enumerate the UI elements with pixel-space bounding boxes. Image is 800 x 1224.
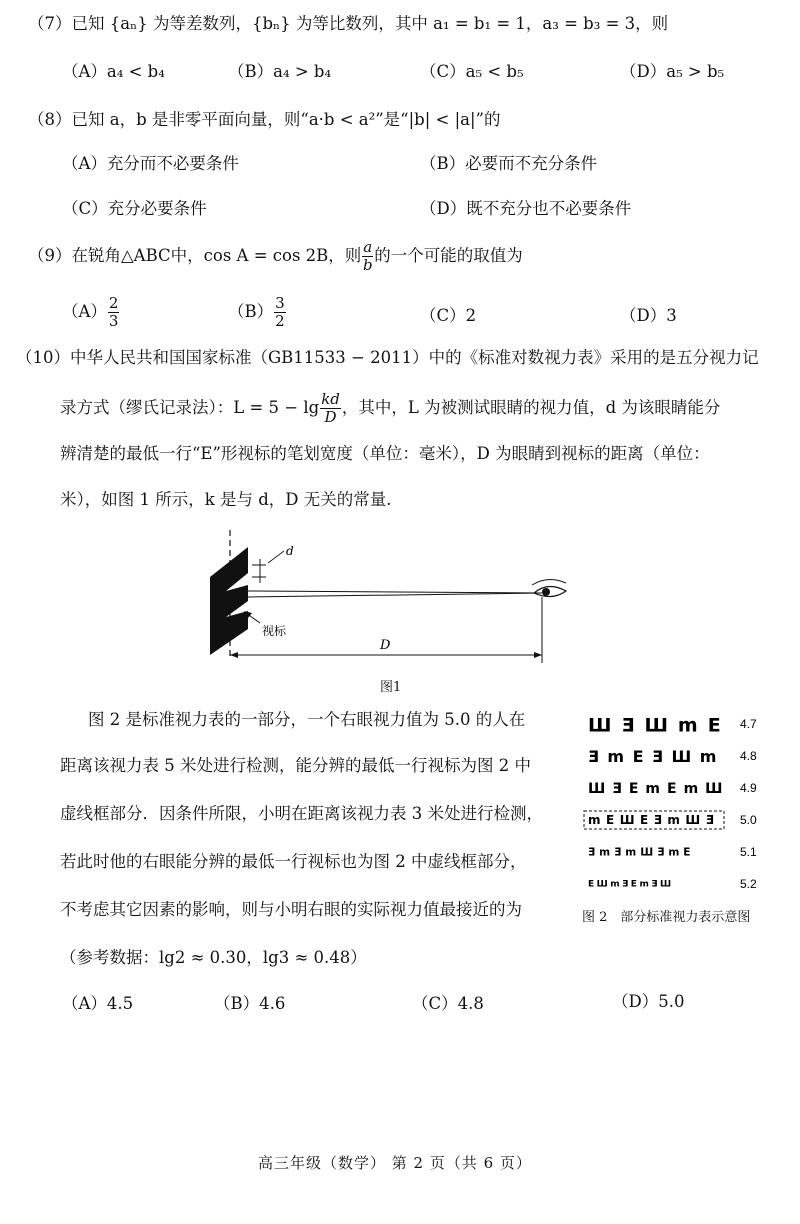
q9-fraction (362, 240, 373, 273)
fig1-d-leader (268, 551, 284, 563)
q10-para2-line1: 图 2 是标准视力表的一部分，一个右眼视力值为 5.0 的人在 (88, 710, 526, 729)
fig2-row-glyphs: ƎmEƎШm (588, 747, 725, 766)
fig2-row-label: 4.8 (740, 749, 757, 763)
figure-1 (190, 525, 590, 675)
q10-formula-den: D (324, 408, 337, 426)
q9-option-b-num: 3 (275, 294, 285, 312)
q7-option-c: （C）a₅ < b₅ (420, 62, 524, 81)
page-footer: 高三年级（数学） 第 2 页（共 6 页） (258, 1154, 532, 1172)
q9-option-a-label: （A） (62, 302, 107, 321)
q8-option-c: （C）充分必要条件 (62, 199, 207, 218)
fig1-distance-arrow-right (534, 652, 542, 658)
fig1-sight-line-top (248, 591, 542, 593)
q10-option-b: （B）4.6 (214, 994, 286, 1013)
q10-para2-line3: 虚线框部分．因条件所限，小明在距离该视力表 3 米处进行检测， (60, 804, 543, 823)
fig2-row-label: 5.0 (740, 813, 757, 827)
fig2-row-label: 5.2 (740, 877, 757, 891)
q10-para2-line5: 不考虑其它因素的影响，则与小明右眼的实际视力值最接近的为 (60, 900, 522, 919)
q10-formula-fraction (320, 392, 341, 425)
q10-line4: 米），如图 1 所示，k 是与 d，D 无关的常量. (60, 490, 392, 509)
fig1-label-marker: 视标 (262, 624, 287, 638)
q9-option-b-fraction (274, 296, 286, 329)
q10-option-c: （C）4.8 (412, 994, 484, 1013)
fig2-caption: 图 2 部分标准视力表示意图 (582, 910, 751, 925)
fig2-row-label: 4.9 (740, 781, 757, 795)
fig1-label-d: d (286, 544, 294, 558)
q8-option-d: （D）既不充分也不必要条件 (420, 199, 632, 218)
q8-option-b: （B）必要而不充分条件 (420, 154, 598, 173)
q9-option-a-fraction (108, 296, 120, 329)
fig2-row-glyphs: ƎmƎmШƎmE (588, 846, 695, 859)
q9-option-d: （D）3 (620, 306, 677, 325)
q9-frac-num: a (363, 238, 373, 256)
q10-option-d: （D）5.0 (612, 992, 685, 1011)
fig1-distance-arrow-left (230, 652, 238, 658)
fig2-row-glyphs: ШƎEmEmШ (588, 781, 730, 797)
fig2-row-label: 5.1 (740, 845, 757, 859)
q8-option-a: （A）充分而不必要条件 (62, 154, 239, 173)
q9-option-b-label: （B） (228, 302, 274, 321)
q9-option-c: （C）2 (420, 306, 477, 325)
q10-line2-post: ，其中，L 为被测试眼睛的视力值，d 为该眼睛能分 (341, 398, 721, 417)
q9-option-b-den: 2 (275, 312, 285, 330)
fig1-sight-line-bottom (248, 593, 542, 597)
q9-option-a-num: 2 (108, 294, 119, 312)
fig2-row-label: 4.7 (740, 717, 757, 731)
q7-option-d: （D）a₅ > b₅ (620, 62, 725, 81)
q10-para2-line2: 距离该视力表 5 米处进行检测，能分辨的最低一行视标为图 2 中 (60, 756, 531, 775)
q9-frac-den: b (362, 256, 373, 274)
q9-option-b (228, 296, 287, 329)
fig1-e-chart (210, 547, 248, 655)
q9-stem-post: 的一个可能的取值为 (374, 246, 523, 265)
figure-2 (582, 708, 772, 908)
q7-option-b: （B）a₄ > b₄ (228, 62, 332, 81)
q10-line2-pre: 录方式（缪氏记录法）：L = 5 − lg (60, 398, 320, 417)
fig2-row-glyphs: mEШEƎmШƎ (588, 813, 720, 827)
fig1-caption: 图1 (380, 680, 402, 695)
q7-option-a: （A）a₄ < b₄ (62, 62, 165, 81)
q7-stem: （7）已知 {aₙ} 为等差数列，{bₙ} 为等比数列，其中 a₁ = b₁ = 1，a₃ = b₃ = 3，则 (28, 14, 669, 33)
fig1-label-D: D (380, 638, 391, 653)
q9-option-a (62, 296, 120, 329)
q10-line3: 辨清楚的最低一行“E”形视标的笔划宽度（单位：毫米），D 为眼睛到视标的距离（单位： (60, 444, 710, 463)
q9-option-a-den: 3 (108, 312, 119, 330)
fig1-eye-icon (532, 579, 566, 596)
q10-line2 (60, 392, 720, 425)
fig2-rows (584, 715, 757, 892)
q10-option-a: （A）4.5 (62, 994, 134, 1013)
q9-stem (28, 240, 523, 273)
q10-line1: （10）中华人民共和国国家标准（GB11533 − 2011）中的《标准对数视力表》采用的是五分视力记 (16, 348, 759, 367)
q10-para2-line4: 若此时他的右眼能分辨的最低一行视标也为图 2 中虚线框部分， (60, 852, 527, 871)
fig2-row-glyphs: EШmƎEmƎШ (588, 879, 674, 890)
q10-formula-num: kd (321, 390, 340, 408)
fig2-row-glyphs: ШƎШmE (588, 714, 731, 737)
q9-stem-pre: （9）在锐角△ABC中，cos A = cos 2B，则 (28, 246, 362, 265)
q10-reference: （参考数据：lg2 ≈ 0.30，lg3 ≈ 0.48） (60, 948, 367, 967)
q8-stem: （8）已知 a，b 是非零平面向量，则“a·b < a²”是“|b| < |a|”的 (28, 110, 501, 129)
